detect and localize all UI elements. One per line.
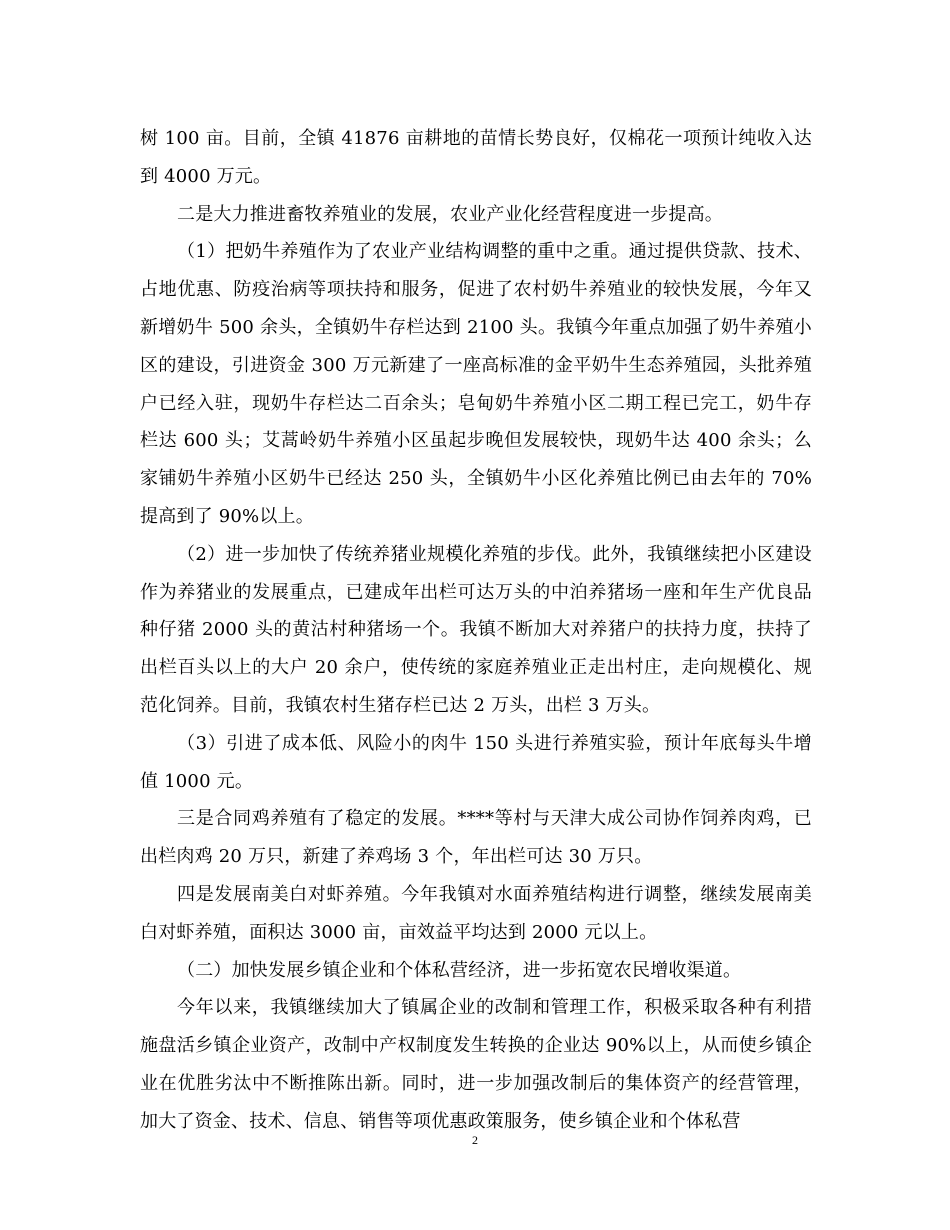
paragraph-4: （2）进一步加快了传统养猪业规模化养殖的步伐。此外，我镇继续把小区建设作为养猪业的发展重点，已建成年出栏可达万头的中泊养猪场一座和年生产优良品种仔猪 2000 头的黄沽村种猪场一个。我镇不断加大对养猪户的扶持力度，扶持了出栏百头以上的大户 20 余户，使传统的家庭养殖业正走出村庄，走向规模化、规范化饲养。目前，我镇农村生猪存栏已达 2 万头，出栏 3 万头。: [140, 543, 812, 716]
document-body: [140, 120, 812, 1141]
paragraph-6: 三是合同鸡养殖有了稳定的发展。****等村与天津大成公司协作饲养肉鸡，已出栏肉鸡 20 万只，新建了养鸡场 3 个，年出栏可达 30 万只。: [140, 808, 812, 868]
paragraph-7: 四是发展南美白对虾养殖。今年我镇对水面养殖结构进行调整，继续发展南美白对虾养殖，面积达 3000 亩，亩效益平均达到 2000 元以上。: [140, 883, 812, 943]
paragraph-2: 二是大力推进畜牧养殖业的发展，农业产业化经营程度进一步提高。: [177, 203, 723, 225]
page-number: 2: [472, 1133, 478, 1147]
paragraph-3: （1）把奶牛养殖作为了农业产业结构调整的重中之重。通过提供贷款、技术、占地优惠、防疫治病等项扶持和服务，促进了农村奶牛养殖业的较快发展，今年又新增奶牛 500 余头，全镇奶牛存栏达到 2100 头。我镇今年重点加强了奶牛养殖小区的建设，引进资金 300 万元新建了一座高标准的金平奶牛生态养殖园，头批养殖户已经入驻，现奶牛存栏达二百余头；皂甸奶牛养殖小区二期工程已完工，奶牛存栏达 600 头；艾蒿岭奶牛养殖小区虽起步晚但发展较快，现奶牛达 400 余头；么家铺奶牛养殖小区奶牛已经达 250 头，全镇奶牛小区化养殖比例已由去年的 70%提高到了 90%以上。: [140, 241, 812, 527]
paragraph-8: （二）加快发展乡镇企业和个体私营经济，进一步拓宽农民增收渠道。: [177, 959, 742, 981]
paragraph-9: 今年以来，我镇继续加大了镇属企业的改制和管理工作，积极采取各种有利措施盘活乡镇企业资产，改制中产权制度发生转换的企业达 90%以上，从而使乡镇企业在优胜劣汰中不断推陈出新。同时，进一步加强改制后的集体资产的经营管理，加大了资金、技术、信息、销售等项优惠政策服务，使乡镇企业和个体私营: [140, 997, 812, 1132]
paragraph-1: 树 100 亩。目前，全镇 41876 亩耕地的苗情长势良好，仅棉花一项预计纯收入达到 4000 万元。: [140, 128, 812, 187]
paragraph-5: （3）引进了成本低、风险小的肉牛 150 头进行养殖实验，预计年底每头牛增值 1000 元。: [140, 732, 812, 792]
